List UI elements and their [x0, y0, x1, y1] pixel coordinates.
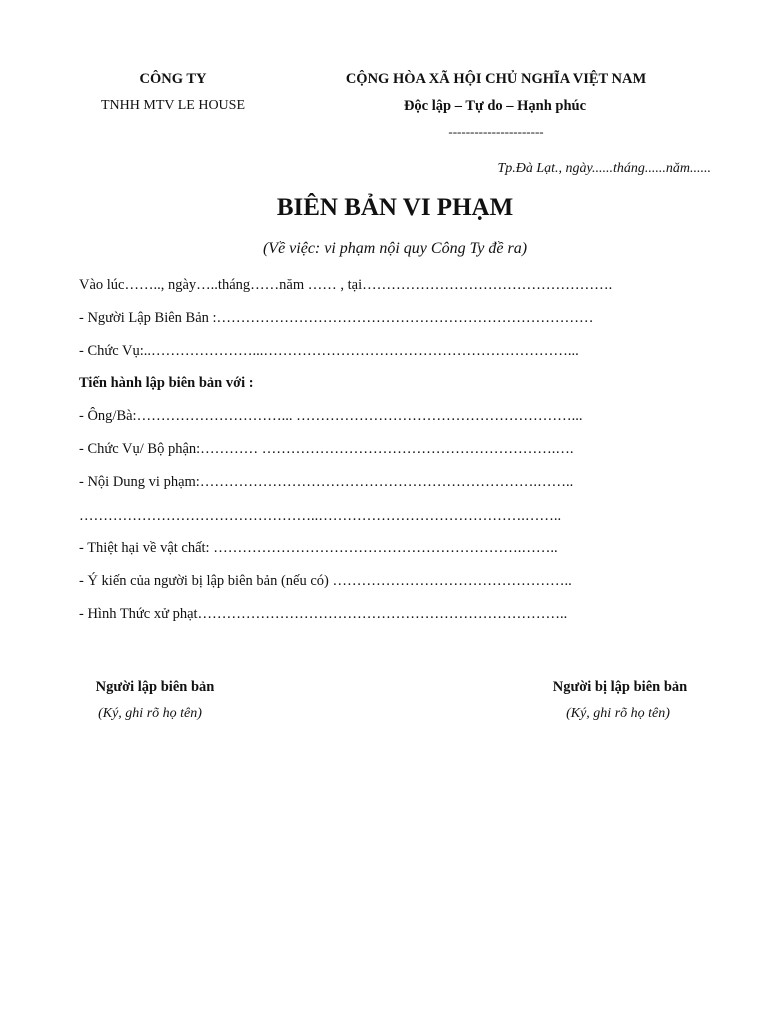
motto: Độc lập – Tự do – Hạnh phúc	[403, 98, 587, 114]
time-place-field: Vào lúc…….., ngày…..tháng……năm …… , tại…………………………………………….	[79, 277, 613, 293]
creator-signature-title: Người lập biên bản	[95, 679, 215, 695]
violation-continuation-line: …………………………………………..…………………………………….……..	[79, 508, 562, 524]
creator-position-field: - Chức Vụ:..…………………...………………………………………………………...	[79, 343, 579, 359]
company-subtitle: TNHH MTV LE HOUSE	[100, 98, 246, 113]
offender-opinion-field: - Ý kiến của người bị lập biên bản (nếu có) …………………………………………..	[79, 573, 572, 589]
proceed-with-heading: Tiến hành lập biên bản với :	[79, 375, 254, 391]
penalty-form-field: - Hình Thức xử phạt…………………………………………………………………..	[79, 606, 568, 622]
offender-signature-note: (Ký, ghi rõ họ tên)	[566, 706, 670, 721]
creator-signature-note: (Ký, ghi rõ họ tên)	[98, 706, 202, 721]
nation-heading: CỘNG HÒA XÃ HỘI CHỦ NGHĨA VIỆT NAM	[345, 71, 647, 87]
offender-signature-title: Người bị lập biên bản	[552, 679, 688, 695]
position-department-field: - Chức Vụ/ Bộ phận:………… …………………………………………………….….	[79, 441, 574, 457]
document-subtitle: (Về việc: vi phạm nội quy Công Ty đề ra)	[262, 240, 528, 257]
material-damage-field: - Thiệt hại về vật chất: ……………………………………………………….……..	[79, 540, 558, 556]
creator-field: - Người Lập Biên Bản :……………………………………………………………………	[79, 310, 594, 326]
place-date-line: Tp.Đà Lạt., ngày......tháng......năm......	[497, 161, 711, 176]
person-field: - Ông/Bà:…………………………... …………………………………………………...	[79, 408, 583, 424]
violation-content-field: - Nội Dung vi phạm:…………………………………………………………….……..	[79, 474, 574, 490]
company-name: CÔNG TY	[139, 71, 207, 87]
header-separator: ----------------------	[448, 124, 544, 139]
document-title: BIÊN BẢN VI PHẠM	[276, 194, 514, 221]
